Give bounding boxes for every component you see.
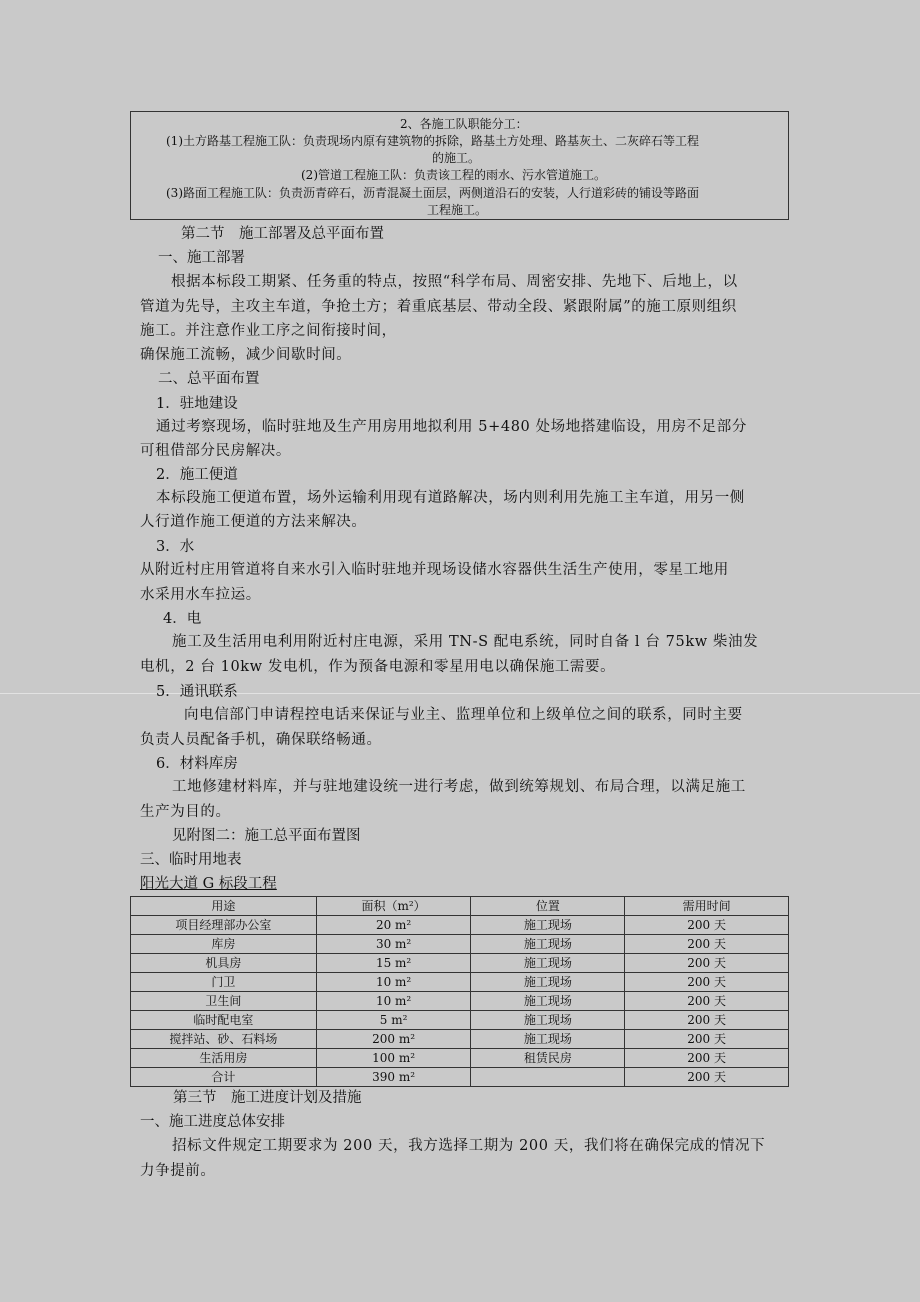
item-3-title: 3．水 [156,539,195,555]
table-cell: 20 m² [316,916,471,935]
schedule-line2: 力争提前。 [140,1163,216,1179]
box-line-3: (3)路面工程施工队：负责沥青碎石，沥青混凝土面层，两侧道沿石的安装，人行道彩砖的铺设等路面 [166,186,700,200]
header-cell: 需用时间 [625,897,789,916]
box-line-2: (2)管道工程施工队：负责该工程的雨水、污水管道施工。 [301,168,607,182]
table-cell: 施工现场 [471,1030,625,1049]
figure-reference: 见附图二：施工总平面布置图 [172,828,361,844]
subheading-deployment: 一、施工部署 [158,250,245,266]
table-cell: 施工现场 [471,1011,625,1030]
table-cell: 10 m² [316,992,471,1011]
schedule-line1: 招标文件规定工期要求为 200 天，我方选择工期为 200 天，我们将在确保完成的情况下 [172,1138,766,1154]
table-cell: 5 m² [316,1011,471,1030]
table-cell: 30 m² [316,935,471,954]
table-cell: 200 天 [625,935,789,954]
page-seam [0,693,920,694]
table-cell: 库房 [131,935,317,954]
subheading-temp-land: 三、临时用地表 [140,852,242,868]
table-cell: 200 天 [625,916,789,935]
header-cell: 位置 [471,897,625,916]
item-1-line2: 可租借部分民房解决。 [140,443,291,459]
table-cell: 200 天 [625,1030,789,1049]
table-cell: 项目经理部办公室 [131,916,317,935]
p1-line3: 施工。并注意作业工序之间衔接时间， [140,323,397,339]
table-cell: 门卫 [131,973,317,992]
box-title: 2、各施工队职能分工： [400,117,528,131]
table-cell: 机具房 [131,954,317,973]
box-line-1: (1)土方路基工程施工队：负责现场内原有建筑物的拆除，路基土方处理、路基灰土、二灰碎石等工程 [166,134,700,148]
table-cell: 生活用房 [131,1049,317,1068]
p1-line4: 确保施工流畅，减少间歇时间。 [140,347,352,363]
table-cell: 10 m² [316,973,471,992]
item-3-line2: 水采用水车拉运。 [140,587,261,603]
table-cell: 390 m² [316,1068,471,1087]
table-row [131,1011,789,1030]
table-row [131,1030,789,1049]
table-cell: 租赁民房 [471,1049,625,1068]
header-cell: 用途 [131,897,317,916]
item-4-title: 4．电 [163,611,202,627]
table-cell: 卫生间 [131,992,317,1011]
section-2-heading: 第二节 施工部署及总平面布置 [181,226,384,242]
table-cell: 200 天 [625,1011,789,1030]
item-5-line2: 负责人员配备手机，确保联络畅通。 [140,732,382,748]
table-cell: 200 天 [625,992,789,1011]
table-cell: 200 天 [625,1068,789,1087]
table-cell: 200 天 [625,973,789,992]
table-cell: 临时配电室 [131,1011,317,1030]
table-cell [471,1068,625,1087]
box-line-1b: 的施工。 [432,151,481,165]
table-row [131,935,789,954]
table-total-row [131,1068,789,1087]
subheading-schedule: 一、施工进度总体安排 [140,1114,285,1130]
table-row [131,1049,789,1068]
table-cell: 施工现场 [471,935,625,954]
item-6-line1: 工地修建材料库，并与驻地建设统一进行考虑，做到统筹规划、布局合理，以满足施工 [172,779,746,795]
table-cell: 100 m² [316,1049,471,1068]
section-3-heading: 第三节 施工进度计划及措施 [173,1090,362,1106]
table-cell: 200 天 [625,1049,789,1068]
table-header-row [131,897,789,916]
subheading-layout: 二、总平面布置 [158,371,260,387]
table-cell: 搅拌站、砂、石料场 [131,1030,317,1049]
table-cell: 施工现场 [471,992,625,1011]
item-3-line1: 从附近村庄用管道将自来水引入临时驻地并现场设储水容器供生活生产使用，零星工地用 [140,562,729,578]
table-row [131,954,789,973]
p1-line1: 根据本标段工期紧、任务重的特点，按照“科学布局、周密安排、先地下、后地上，以 [171,274,738,290]
item-6-title: 6．材料库房 [156,756,238,772]
table-cell: 15 m² [316,954,471,973]
item-2-title: 2．施工便道 [156,467,238,483]
item-2-line1: 本标段施工便道布置，场外运输利用现有道路解决，场内则利用先施工主车道，用另一侧 [156,490,745,506]
table-cell: 施工现场 [471,916,625,935]
table-row [131,992,789,1011]
table-cell: 200 天 [625,954,789,973]
p1-line2: 管道为先导，主攻主车道，争抢土方；着重底基层、带动全段、紧跟附属”的施工原则组织 [140,299,737,315]
item-1-title: 1．驻地建设 [156,396,238,412]
team-duties-box [130,111,789,220]
table-cell: 施工现场 [471,973,625,992]
item-4-line1: 施工及生活用电利用附近村庄电源，采用 TN-S 配电系统，同时自备 l 台 75kw 柴油发 [172,634,759,650]
item-6-line2: 生产为目的。 [140,804,231,820]
table-cell: 200 m² [316,1030,471,1049]
item-4-line2: 电机，2 台 10kw 发电机，作为预备电源和零星用电以确保施工需要。 [140,659,616,675]
item-5-title: 5．通讯联系 [156,684,238,700]
header-cell: 面积（m²） [316,897,471,916]
temp-land-table [130,896,789,1087]
box-line-3b: 工程施工。 [427,203,488,217]
table-row [131,973,789,992]
table-caption: 阳光大道 G 标段工程 [140,876,277,892]
table-cell: 施工现场 [471,954,625,973]
item-5-line1: 向电信部门申请程控电话来保证与业主、监理单位和上级单位之间的联系，同时主要 [184,707,743,723]
item-2-line2: 人行道作施工便道的方法来解决。 [140,514,367,530]
item-1-line1: 通过考察现场，临时驻地及生产用房用地拟利用 5+480 处场地搭建临设，用房不足部分 [156,419,747,435]
table-row [131,916,789,935]
table-cell: 合计 [131,1068,317,1087]
